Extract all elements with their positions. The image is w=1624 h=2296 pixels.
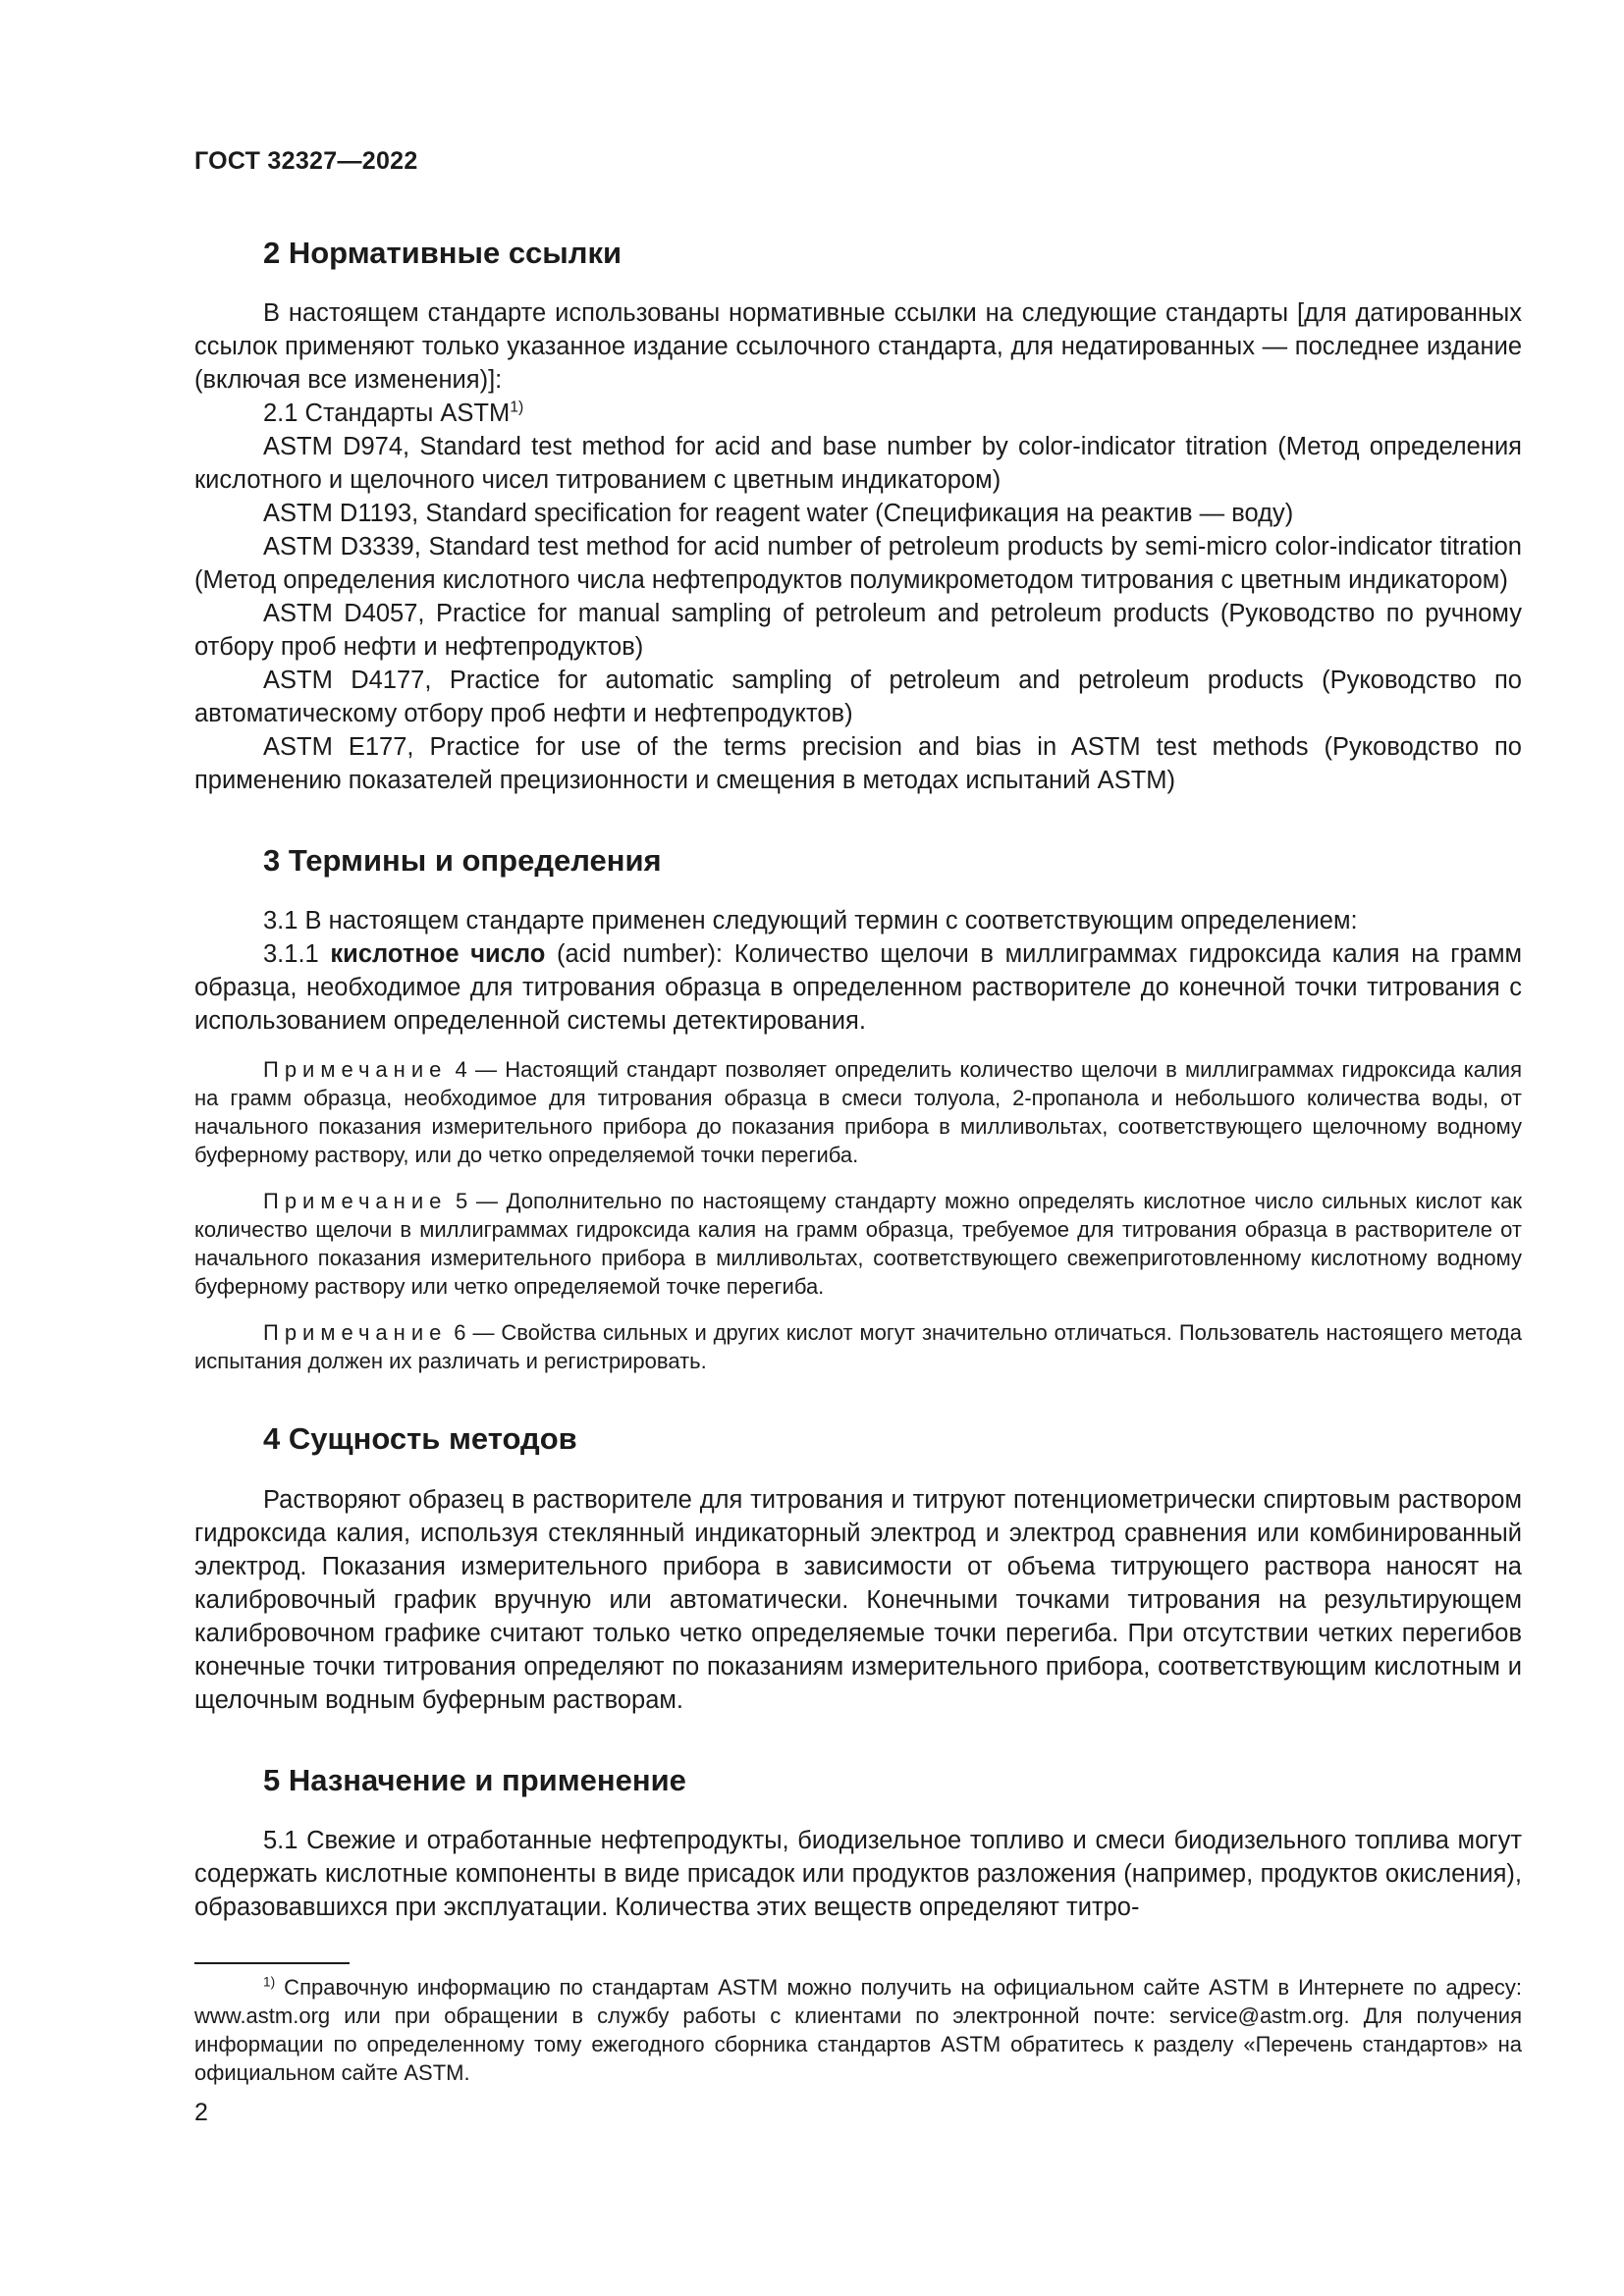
footnote: $^{1)}$ Справочную информацию по стандартам ASTM можно получить на официальном сайте ASTM в Интернете по адресу: www.astm.org или при обращении в службу работы с клиентами по электронной почте: service@astm.org. Для получения информации по определенному тому ежегодного сборника стандартов ASTM обратитесь к разделу «Перечень стандартов» на официальном сайте ASTM. [194,1974,1522,2085]
section-title: 5 Назначение и применение [263,1762,686,1797]
paragraph: Растворяют образец в растворителе для титрования и титруют потенциометрически спиртовым раствором гидроксида калия, используя стеклянный индикаторный электрод и электрод сравнения или комбинированный электрод. Показания измерительного прибора в зависимости от объема титрующего раствора наносят на калибровочный график вручную или автоматически. Конечными точками титрования на результирующем калибровочном графике считают только четко определяемые точки перегиба. При отсутствии четких перегибов конечные точки титрования определяют по показаниям измерительного прибора, соответствующим кислотным и щелочным водным буферным растворам. [194,1485,1522,1714]
note: Примечание 6 — Свойства сильных и других кислот могут значительно отличаться. Пользователь настоящего метода испытания должен их различать и регистрировать. [194,1320,1522,1374]
section-purpose-application [194,1762,1522,1924]
note: Примечание 4 — Настоящий стандарт позволяет определить количество щелочи в миллиграммах гидроксида калия на грамм образца, необходимое для титрования образца в смеси толуола, 2-пропанола и небольшого количества воды, от начального показания измерительного прибора до показания прибора в милливольтах, соответствующего щелочному водному буферному раствору, или до четко определяемой точки перегиба. [194,1057,1522,1168]
note-label: Примечание [263,1320,448,1346]
section-title: 4 Сущность методов [263,1421,577,1457]
reference-item: ASTM D3339, Standard test method for acid number of petroleum products by semi-micro color-indicator titration (Метод определения кислотного числа нефтепродуктов полумикрометодом титрования с цветным индикатором) [194,533,1522,595]
subsection-label: 2.1 Стандарты ASTM$^{1)}$ [263,399,524,428]
note: Примечание 5 — Дополнительно по настоящему стандарту можно определять кислотное число сильных кислот как количество щелочи в миллиграммах гидроксида калия на грамм образца, требуемое для титрования образца в растворителе от начального показания измерительного прибора в милливольтах, соответствующего свежеприготовленному кислотному водному буферному раствору или четко определяемой точке перегиба. [194,1189,1522,1300]
section-title: 3 Термины и определения [263,843,662,879]
footnote-separator [194,1962,350,1964]
document-page [194,147,1522,1969]
document-header: ГОСТ 32327—2022 [194,147,418,175]
section-title: 2 Нормативные ссылки [263,236,623,270]
footnote-marker: 1) [263,1974,276,1990]
reference-item: ASTM D1193, Standard specification for reagent water (Спецификация на реактив — воду) [263,500,1294,528]
reference-item: ASTM E177, Practice for use of the terms precision and bias in ASTM test methods (Руководство по применению показателей прецизионности и смещения в методах испытаний ASTM) [194,733,1522,795]
term-name: кислотное число [330,940,546,969]
section-intro: В настоящем стандарте использованы нормативные ссылки на следующие стандарты [для датированных ссылок применяют только указанное издание ссылочного стандарта, для недатированных — последнее издание (включая все изменения)]: [194,299,1522,395]
reference-item: ASTM D974, Standard test method for acid and base number by color-indicator titration (Метод определения кислотного и щелочного чисел титрованием с цветным индикатором) [194,433,1522,495]
paragraph: 5.1 Свежие и отработанные нефтепродукты, биодизельное топливо и смеси биодизельного топлива могут содержать кислотные компоненты в виде присадок или продуктов разложения (например, продуктов окисления), образовавшихся при эксплуатации. Количества этих веществ определяют титро- [194,1826,1522,1921]
note-label: Примечание [263,1189,448,1214]
note-label: Примечание [263,1057,448,1083]
page-number: 2 [194,2099,208,2126]
footnote-marker: 1) [510,399,524,416]
section-method-essence [194,1420,1522,1716]
term-definition: 3.1.1 кислотное число (acid number): Количество щелочи в миллиграммах гидроксида калия на грамм образца, необходимое для титрования образца в определенном растворителе до конечной точки титрования с использованием определенной системы детектирования. [194,940,1523,1036]
reference-item: ASTM D4177, Practice for automatic sampling of petroleum and petroleum products (Руководство по автоматическому отбору проб нефти и нефтепродуктов) [194,667,1522,728]
section-terms-definitions [194,842,1522,1375]
reference-item: ASTM D4057, Practice for manual sampling of petroleum and petroleum products (Руководство по ручному отбору проб нефти и нефтепродуктов) [194,600,1522,662]
section-normative-references [194,235,1522,797]
paragraph: 3.1 В настоящем стандарте применен следующий термин с соответствующим определением: [263,907,1358,935]
